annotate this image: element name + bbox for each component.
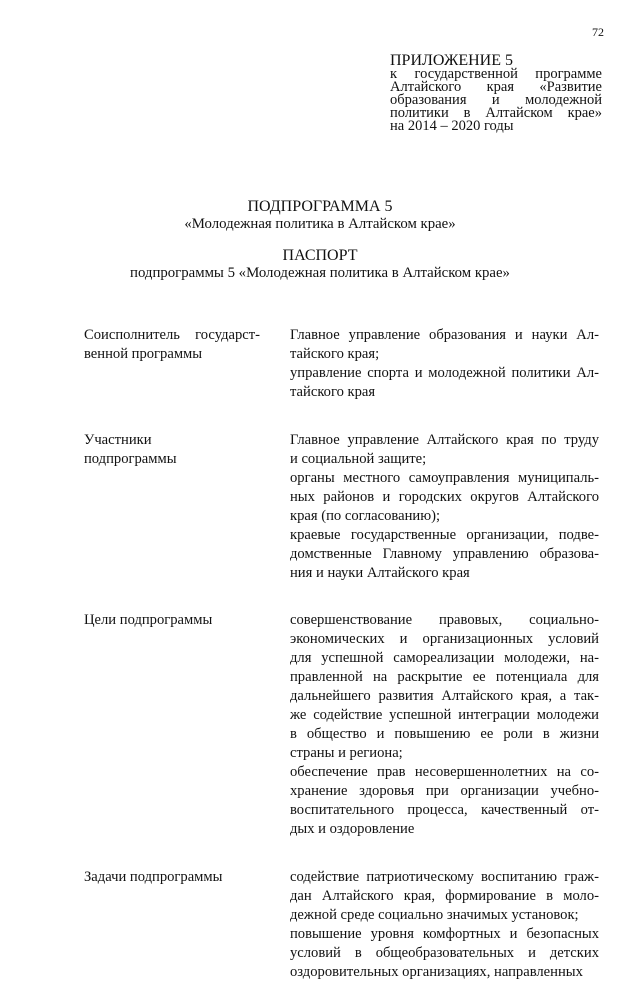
row-value-line: в общество и повышению ее роли в жизни: [290, 726, 599, 742]
appendix-line: политики в Алтайском крае»: [390, 105, 602, 121]
page-number: 72: [592, 25, 604, 39]
appendix-caption: [390, 53, 602, 133]
row-value-line: оздоровительных организациях, направленных: [290, 964, 583, 980]
passport-row: [84, 868, 604, 982]
row-value-line: дежной среде социально значимых установок;: [290, 907, 579, 923]
row-label-line: Цели подпрограммы: [84, 612, 213, 628]
passport-row-label: [84, 326, 290, 364]
row-value-line: домственные Главному управлению образова-: [290, 546, 599, 562]
row-label-line: Задачи подпрограммы: [84, 869, 223, 885]
appendix-line: образования и молодежной: [390, 92, 602, 108]
row-value-line: тайского края;: [290, 346, 380, 362]
row-value-line: и социальной защите;: [290, 451, 427, 467]
row-value-line: страны и региона;: [290, 745, 403, 761]
subprogram-title-block: [0, 198, 640, 233]
row-value-line: дан Алтайского края, формирование в моло-: [290, 888, 599, 904]
row-value-line: органы местного самоуправления муниципаль-: [290, 470, 599, 486]
passport-row-value: [290, 431, 599, 583]
row-value-line: для успешной самореализации молодежи, на-: [290, 650, 599, 666]
passport-heading: ПАСПОРТ: [282, 247, 358, 264]
row-value-line: ных районов и городских округов Алтайского: [290, 489, 599, 505]
appendix-line: к государственной программе: [390, 66, 602, 82]
row-value-line: воспитательного процесса, качественный от-: [290, 802, 599, 818]
row-value-line: краевые государственные организации, подве-: [290, 527, 599, 543]
row-label-line: Соисполнитель государст-: [84, 327, 260, 343]
passport-row: [84, 326, 604, 402]
passport-table: [84, 298, 604, 982]
row-value-line: ния и науки Алтайского края: [290, 565, 470, 581]
passport-row-value: [290, 611, 599, 839]
row-value-line: совершенствование правовых, социально-: [290, 612, 599, 628]
passport-subheading: подпрограммы 5 «Молодежная политика в Алтайском крае»: [130, 265, 510, 281]
subprogram-heading: ПОДПРОГРАММА 5: [247, 198, 393, 215]
subprogram-name: «Молодежная политика в Алтайском крае»: [184, 216, 456, 232]
passport-row-label: [84, 431, 290, 469]
row-label-line: венной программы: [84, 346, 203, 362]
passport-row-label: [84, 611, 290, 630]
passport-row-value: [290, 326, 599, 402]
row-value-line: же содействие успешной интеграции молодежи: [290, 707, 599, 723]
row-value-line: обеспечение прав несовершеннолетних на со-: [290, 764, 599, 780]
row-label-line: подпрограммы: [84, 451, 177, 467]
row-value-line: тайского края: [290, 384, 376, 400]
passport-row: [84, 431, 604, 583]
row-value-line: повышение уровня комфортных и безопасных: [290, 926, 599, 942]
row-value-line: дальнейшего развития Алтайского края, а так-: [290, 688, 599, 704]
appendix-title: ПРИЛОЖЕНИЕ 5: [390, 52, 514, 69]
row-value-line: Главное управление Алтайского края по труду: [290, 432, 599, 448]
appendix-line: Алтайского края «Развитие: [390, 79, 602, 95]
row-value-line: края (по согласованию);: [290, 508, 441, 524]
row-value-line: правленной на раскрытие ее потенциала для: [290, 669, 599, 685]
row-value-line: условий в общеобразовательных и детских: [290, 945, 599, 961]
row-value-line: дых и оздоровление: [290, 821, 415, 837]
row-value-line: управление спорта и молодежной политики Ал-: [290, 365, 599, 381]
row-value-line: содействие патриотическому воспитанию граж-: [290, 869, 599, 885]
passport-title-block: [0, 247, 640, 282]
row-label-line: Участники: [84, 432, 152, 448]
appendix-line: на 2014 – 2020 годы: [390, 118, 514, 134]
row-value-line: экономических и организационных условий: [290, 631, 599, 647]
row-value-line: Главное управление образования и науки Ал-: [290, 327, 599, 343]
passport-row: [84, 611, 604, 839]
passport-row-label: [84, 868, 290, 887]
passport-row-value: [290, 868, 599, 982]
row-value-line: хранение здоровья при организации учебно-: [290, 783, 599, 799]
